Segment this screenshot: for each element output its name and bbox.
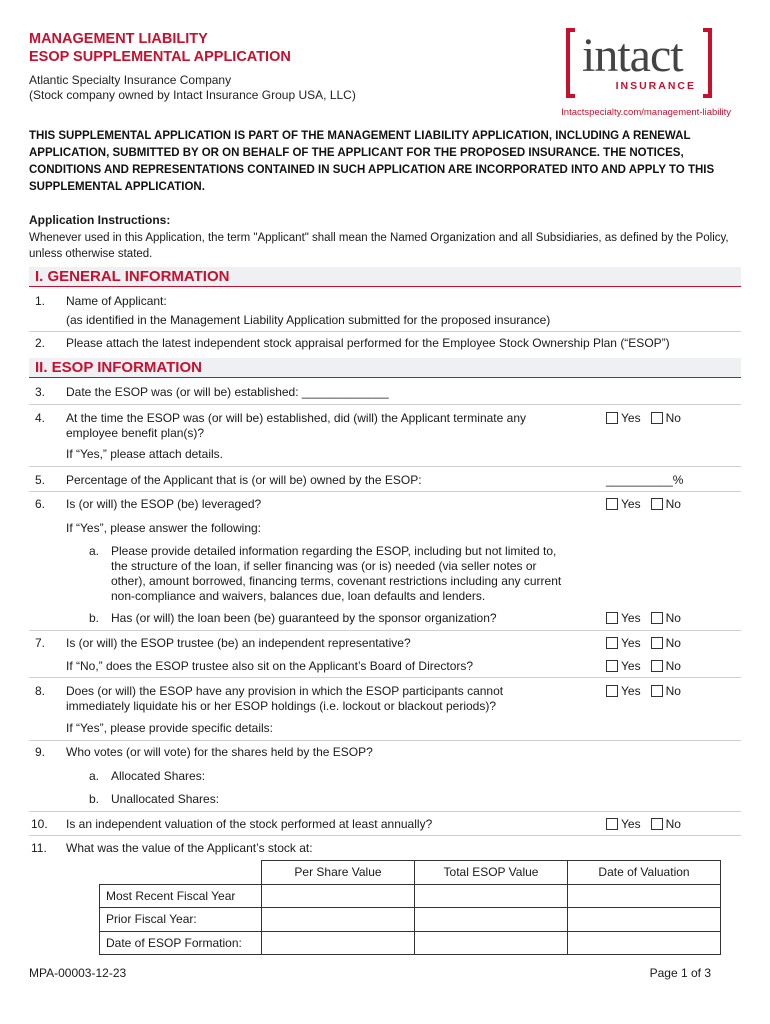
row-label-recent-fiscal-year: Most Recent Fiscal Year (100, 884, 262, 908)
page-number: Page 1 of 3 (649, 966, 711, 980)
divider (29, 466, 741, 467)
table-row (100, 931, 721, 955)
q7-followup-text: If “No,” does the ESOP trustee also sit on the Applicant’s Board of Directors? (66, 659, 474, 673)
yes-label: Yes (621, 659, 641, 673)
instructions-text: Whenever used in this Application, the term "Applicant" shall mean the Named Organization and all Subsidiaries, as defined by the Policy, unless otherwise stated. (29, 232, 729, 260)
q6-yes-checkbox[interactable] (606, 498, 618, 510)
stock-value-table (99, 860, 721, 955)
q2-text: Please attach the latest independent stock appraisal performed for the Employee Stock Ownership Plan (“ESOP”) (66, 336, 670, 350)
q10-yes-no (606, 817, 681, 831)
q6b-letter: b. (89, 611, 100, 625)
q6-text: Is (or will) the ESOP (be) leveraged? (66, 497, 262, 511)
table-header-row (100, 861, 721, 885)
q6a-text: Please provide detailed information regarding the ESOP, including but not limited to, the structure of the loan, if seller financing was (or is) needed (via seller notes or other), amount borrowed, financing terms, covenant restrictions including any current non-compliance and waivers, balances due, loan defaults and lenders. (111, 544, 562, 603)
q9a-text: Allocated Shares: (111, 769, 206, 783)
logo-left-bracket (566, 28, 575, 98)
table-corner (100, 861, 262, 885)
q4-yes-checkbox[interactable] (606, 412, 618, 424)
q5-percent-field[interactable]: __________% (606, 473, 684, 487)
q5-number: 5. (35, 473, 46, 487)
yes-label: Yes (621, 817, 641, 831)
no-label: No (665, 817, 681, 831)
section-esop-title: II. ESOP INFORMATION (35, 359, 202, 376)
q6b-yes-checkbox[interactable] (606, 612, 618, 624)
q9-number: 9. (35, 745, 46, 759)
q9b-text: Unallocated Shares: (111, 792, 220, 806)
no-label: No (665, 636, 681, 650)
q6b-text: Has (or will) the loan been (be) guaranteed by the sponsor organization? (111, 611, 497, 625)
cell-input[interactable] (568, 908, 721, 932)
company-name: Atlantic Specialty Insurance Company (29, 73, 232, 87)
q1-text: Name of Applicant: (66, 294, 167, 308)
no-label: No (665, 411, 681, 425)
table-row (100, 884, 721, 908)
divider (29, 811, 741, 812)
q10-text: Is an independent valuation of the stock performed at least annually? (66, 817, 433, 831)
q1-note: (as identified in the Management Liability Application submitted for the proposed insurance) (66, 313, 551, 327)
cell-input[interactable] (262, 908, 415, 932)
logo-subtext: INSURANCE (615, 80, 696, 92)
q8-number: 8. (35, 684, 46, 698)
form-title (29, 30, 291, 66)
q3-text: Date the ESOP was (or will be) established: _____________ (66, 385, 389, 399)
col-date-of-valuation: Date of Valuation (568, 861, 721, 885)
q8-no-checkbox[interactable] (651, 685, 663, 697)
cell-input[interactable] (568, 884, 721, 908)
q7b-yes-checkbox[interactable] (606, 660, 618, 672)
q6-no-checkbox[interactable] (651, 498, 663, 510)
cell-input[interactable] (415, 884, 568, 908)
divider (29, 630, 741, 631)
row-label-esop-formation: Date of ESOP Formation: (100, 931, 262, 955)
intro-statement: THIS SUPPLEMENTAL APPLICATION IS PART OF THE MANAGEMENT LIABILITY APPLICATION, INCLUDING A RENEWAL APPLICATION, SUBMITTED BY OR ON BEHALF OF THE APPLICANT FOR THE PROPOSED INSURANCE. THE NOTICES, CONDITIONS AND REPRESENTATIONS CONTAINED IN SUCH APPLICATION ARE INCORPORATED INTO AND APPLY TO THIS SUPPLEMENTAL APPLICATION. (29, 130, 715, 193)
yes-label: Yes (621, 611, 641, 625)
yes-label: Yes (621, 411, 641, 425)
q2-number: 2. (35, 336, 46, 350)
q6-number: 6. (35, 497, 46, 511)
q6-note: If “Yes”, please answer the following: (66, 521, 261, 535)
logo-right-bracket (703, 28, 712, 98)
q4-text: At the time the ESOP was (or will be) established, did (will) the Applicant terminate any employee benefit plan(s)? (66, 411, 526, 440)
cell-input[interactable] (568, 931, 721, 955)
section-general-title: I. GENERAL INFORMATION (35, 268, 230, 285)
q8-yes-checkbox[interactable] (606, 685, 618, 697)
yes-label: Yes (621, 684, 641, 698)
q9a-letter: a. (89, 769, 100, 783)
q1-number: 1. (35, 294, 46, 308)
row-label-prior-fiscal-year: Prior Fiscal Year: (100, 908, 262, 932)
no-label: No (665, 497, 681, 511)
cell-input[interactable] (415, 931, 568, 955)
q7-yes-no (606, 636, 681, 650)
yes-label: Yes (621, 636, 641, 650)
form-title-line1: MANAGEMENT LIABILITY (29, 31, 208, 47)
form-title-line2: ESOP SUPPLEMENTAL APPLICATION (29, 49, 291, 65)
q4-note: If “Yes,” please attach details. (66, 447, 223, 461)
q7-no-checkbox[interactable] (651, 637, 663, 649)
cell-input[interactable] (262, 931, 415, 955)
q3-number: 3. (35, 385, 46, 399)
section-general-information (29, 267, 741, 287)
cell-input[interactable] (262, 884, 415, 908)
q7-number: 7. (35, 636, 46, 650)
website-link[interactable]: Intactspecialty.com/management-liability (561, 107, 731, 118)
table-row (100, 908, 721, 932)
cell-input[interactable] (415, 908, 568, 932)
q6b-yes-no (606, 611, 681, 625)
intact-insurance-logo (566, 28, 712, 102)
q8-yes-no (606, 684, 681, 698)
q9b-letter: b. (89, 792, 100, 806)
q10-no-checkbox[interactable] (651, 818, 663, 830)
divider (29, 677, 741, 678)
divider (29, 491, 741, 492)
company-owner: (Stock company owned by Intact Insurance Group USA, LLC) (29, 88, 356, 102)
q8-text: Does (or will) the ESOP have any provision in which the ESOP participants cannot immediately liquidate his or her ESOP holdings (i.e. lockout or blackout periods)? (66, 684, 504, 713)
divider (29, 835, 741, 836)
no-label: No (665, 611, 681, 625)
q5-text: Percentage of the Applicant that is (or will be) owned by the ESOP: (66, 473, 422, 487)
no-label: No (665, 684, 681, 698)
form-id: MPA-00003-12-23 (29, 966, 127, 980)
q11-number: 11. (31, 841, 47, 855)
q8-note: If “Yes”, please provide specific details: (66, 721, 273, 735)
q4-no-checkbox[interactable] (651, 412, 663, 424)
q7b-no-checkbox[interactable] (651, 660, 663, 672)
company-info (29, 73, 356, 103)
section-esop-information (29, 358, 741, 378)
q4-number: 4. (35, 411, 46, 425)
instructions-heading: Application Instructions: (29, 213, 171, 227)
q7-yes-checkbox[interactable] (606, 637, 618, 649)
q6b-no-checkbox[interactable] (651, 612, 663, 624)
q4-yes-no (606, 411, 681, 425)
q9-text: Who votes (or will vote) for the shares held by the ESOP? (66, 745, 373, 759)
yes-label: Yes (621, 497, 641, 511)
col-per-share-value: Per Share Value (262, 861, 415, 885)
logo-word: intact (582, 29, 683, 82)
col-total-esop-value: Total ESOP Value (415, 861, 568, 885)
divider (29, 331, 741, 332)
q6-yes-no (606, 497, 681, 511)
q11-text: What was the value of the Applicant’s stock at: (66, 841, 313, 855)
q6a-letter: a. (89, 544, 100, 558)
no-label: No (665, 659, 681, 673)
q10-number: 10. (31, 817, 48, 831)
divider (29, 404, 741, 405)
q7b-yes-no (606, 659, 681, 673)
divider (29, 740, 741, 741)
q10-yes-checkbox[interactable] (606, 818, 618, 830)
q7-text: Is (or will) the ESOP trustee (be) an independent representative? (66, 636, 411, 650)
